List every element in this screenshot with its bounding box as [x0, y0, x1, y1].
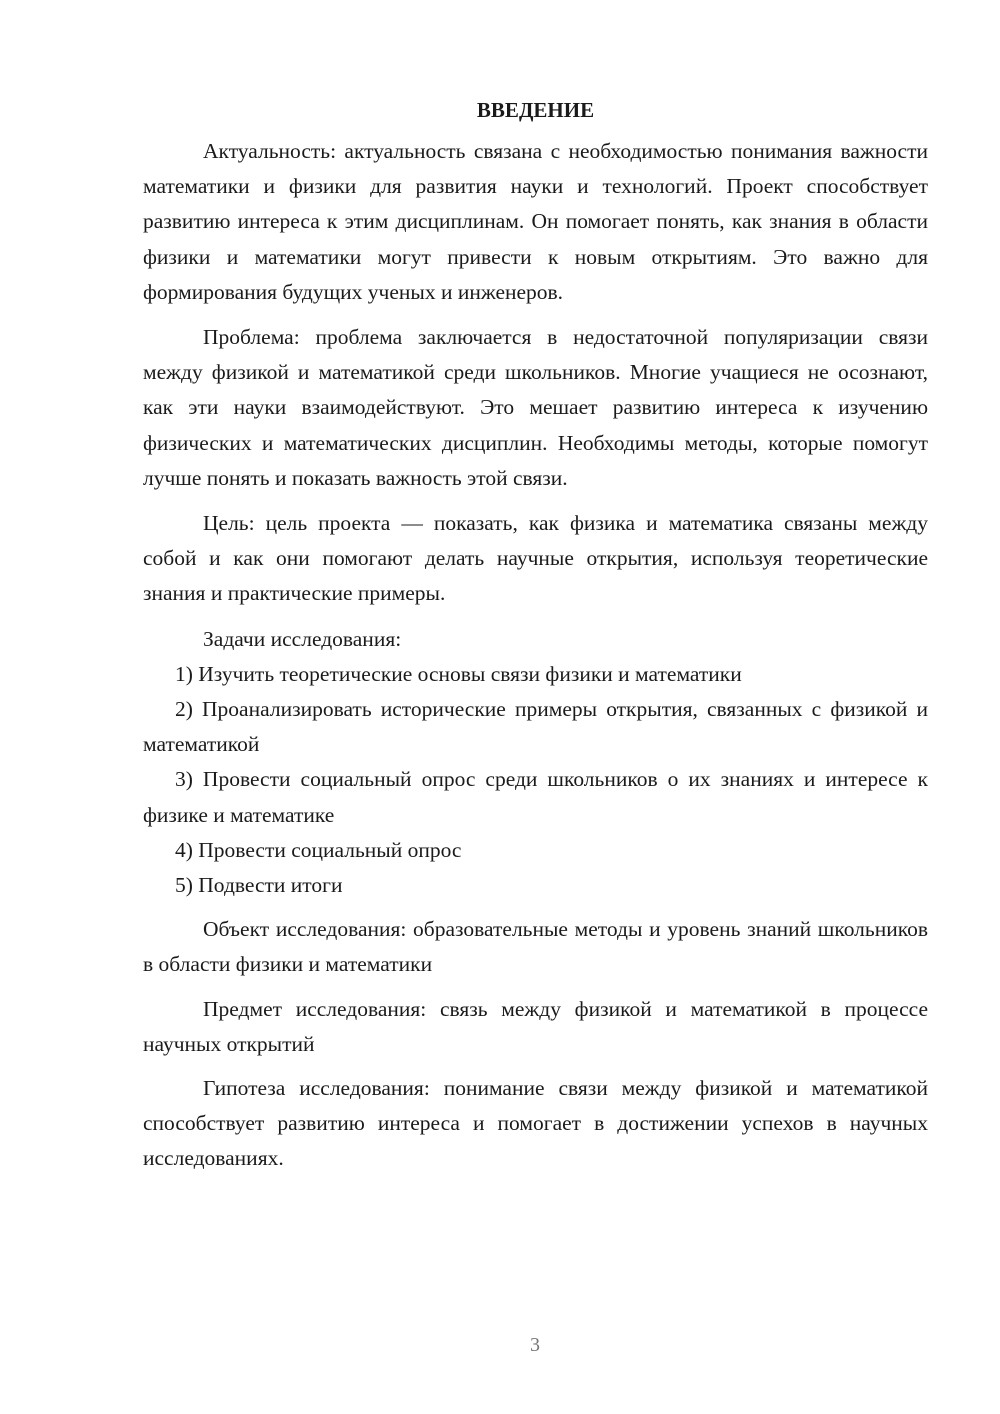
paragraph-relevance: Актуальность: актуальность связана с необходимостью понимания важности математики и физики для развития науки и технологий. Проект способствует развитию интереса к этим дисциплинам. Он помогает понять, как знания в области физики и математики могут привести к новым открытиям. Это важно для формирования будущих ученых и инженеров. [143, 139, 928, 304]
paragraph-goal: Цель: цель проекта — показать, как физика и математика связаны между собой и как они помогают делать научные открытия, используя теоретические знания и практические примеры. [143, 511, 928, 606]
paragraph-hypothesis: Гипотеза исследования: понимание связи между физикой и математикой способствует развитию интереса и помогает в достижении успехов в научных исследованиях. [143, 1076, 928, 1171]
page-number: 3 [530, 1334, 540, 1356]
task-item: 2) Проанализировать исторические примеры открытия, связанных с физикой и математикой [143, 697, 928, 757]
paragraph-subject: Предмет исследования: связь между физикой и математикой в процессе научных открытий [143, 996, 928, 1056]
tasks-heading: Задачи исследования: [203, 626, 402, 651]
document-page [143, 92, 928, 1177]
paragraph-problem: Проблема: проблема заключается в недостаточной популяризации связи между физикой и математикой среди школьников. Многие учащиеся не осознают, как эти науки взаимодействуют. Это мешает развитию интереса к изучению физических и математических дисциплин. Необходимы методы, которые помогут лучше понять и показать важность этой связи. [143, 325, 928, 490]
task-item: 5) Подвести итоги [175, 873, 343, 898]
paragraph-object: Объект исследования: образовательные методы и уровень знаний школьников в области физики и математики [143, 917, 928, 977]
task-item: 3) Провести социальный опрос среди школьников о их знаниях и интересе к физике и математике [143, 767, 928, 827]
task-item: 4) Провести социальный опрос [175, 837, 462, 862]
task-item: 1) Изучить теоретические основы связи физики и математики [175, 661, 742, 686]
page-title: ВВЕДЕНИЕ [476, 98, 595, 122]
